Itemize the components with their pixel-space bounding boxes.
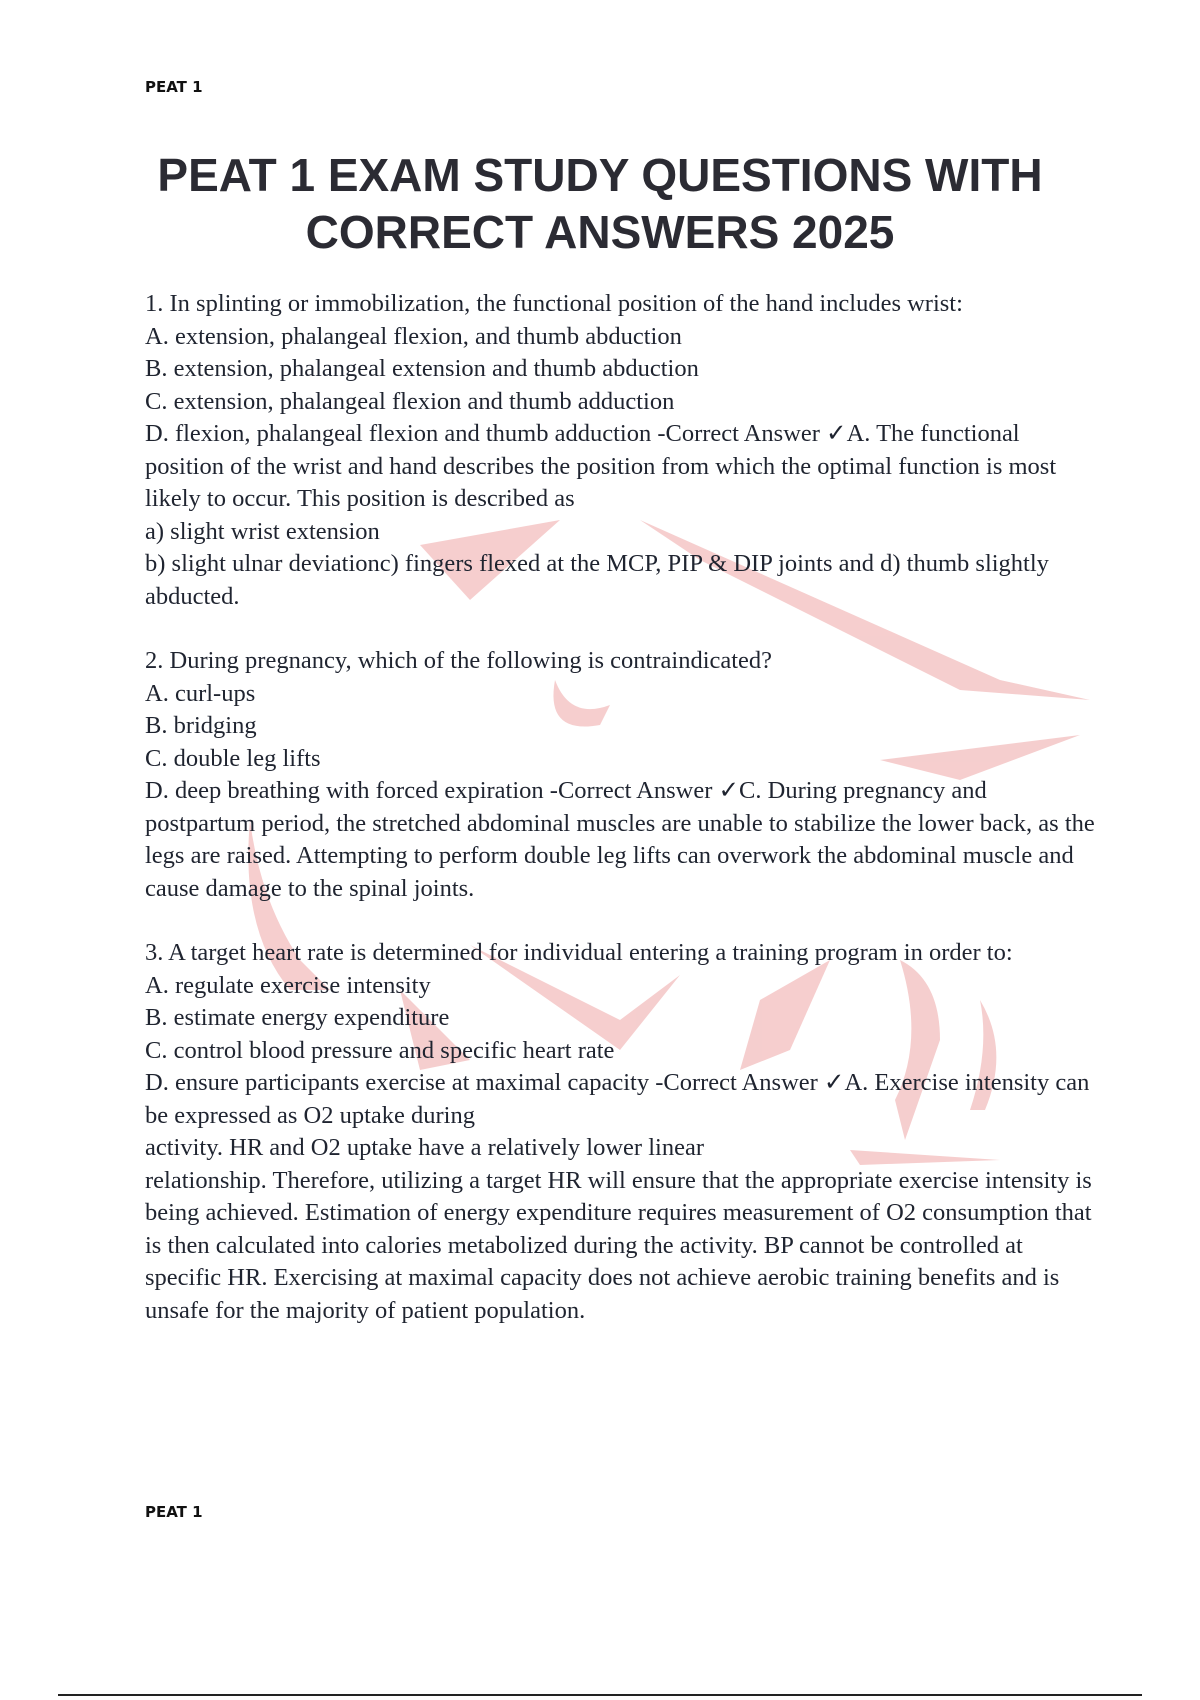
answer-option-b: B. bridging (145, 712, 257, 739)
page-footer-label: PEAT 1 (145, 1503, 203, 1521)
page-title: PEAT 1 EXAM STUDY QUESTIONS WITH CORRECT ANSWERS 2025 (157, 149, 1043, 258)
answer-option-d-with-explanation: D. flexion, phalangeal flexion and thumb adduction -Correct Answer ✓A. The functional position of the wrist and hand describes the position from which the optimal function is most likely to occur. This position is described as (145, 420, 1057, 512)
page-header-label: PEAT 1 (145, 78, 203, 96)
questions-list (145, 288, 1095, 1359)
page-bottom-divider (58, 1694, 1142, 1696)
question-stem: 2. During pregnancy, which of the following is contraindicated? (145, 647, 773, 674)
answer-option-a: A. curl-ups (145, 679, 256, 707)
answer-option-a: A. extension, phalangeal flexion, and thumb abduction (145, 322, 682, 350)
answer-option-b: B. estimate energy expenditure (145, 1004, 450, 1031)
question-2 (145, 645, 1095, 905)
question-stem: 3. A target heart rate is determined for individual entering a training program in order to: (145, 939, 1013, 966)
answer-option-c: C. control blood pressure and specific heart rate (145, 1036, 615, 1064)
answer-option-a: A. regulate exercise intensity (145, 971, 431, 999)
explanation-line: a) slight wrist extension (145, 517, 380, 545)
answer-option-d-with-explanation: D. ensure participants exercise at maximal capacity -Correct Answer ✓A. Exercise intensity can be expressed as O2 uptake during (145, 1069, 1090, 1129)
answer-option-d-with-explanation: D. deep breathing with forced expiration -Correct Answer ✓C. During pregnancy and postpartum period, the stretched abdominal muscles are unable to stabilize the lower back, as the legs are raised. Attempting to perform double leg lifts can overwork the abdominal muscle and cause damage to the spinal joints. (145, 777, 1095, 902)
explanation-line: activity. HR and O2 uptake have a relatively lower linear (145, 1134, 704, 1161)
question-3 (145, 937, 1095, 1327)
explanation-line: relationship. Therefore, utilizing a target HR will ensure that the appropriate exercise intensity is being achieved. Estimation of energy expenditure requires measurement of O2 consumption that is then calculated into calories metabolized during the activity. BP cannot be controlled at specific HR. Exercising at maximal capacity does not achieve aerobic training benefits and is unsafe for the majority of patient population. (145, 1166, 1092, 1324)
question-1 (145, 288, 1095, 613)
explanation-line: b) slight ulnar deviationc) fingers flexed at the MCP, PIP & DIP joints and d) thumb slightly abducted. (145, 550, 1049, 610)
question-stem: 1. In splinting or immobilization, the functional position of the hand includes wrist: (145, 290, 963, 317)
answer-option-b: B. extension, phalangeal extension and thumb abduction (145, 355, 699, 382)
answer-option-c: C. extension, phalangeal flexion and thumb adduction (145, 387, 675, 415)
answer-option-c: C. double leg lifts (145, 744, 321, 772)
